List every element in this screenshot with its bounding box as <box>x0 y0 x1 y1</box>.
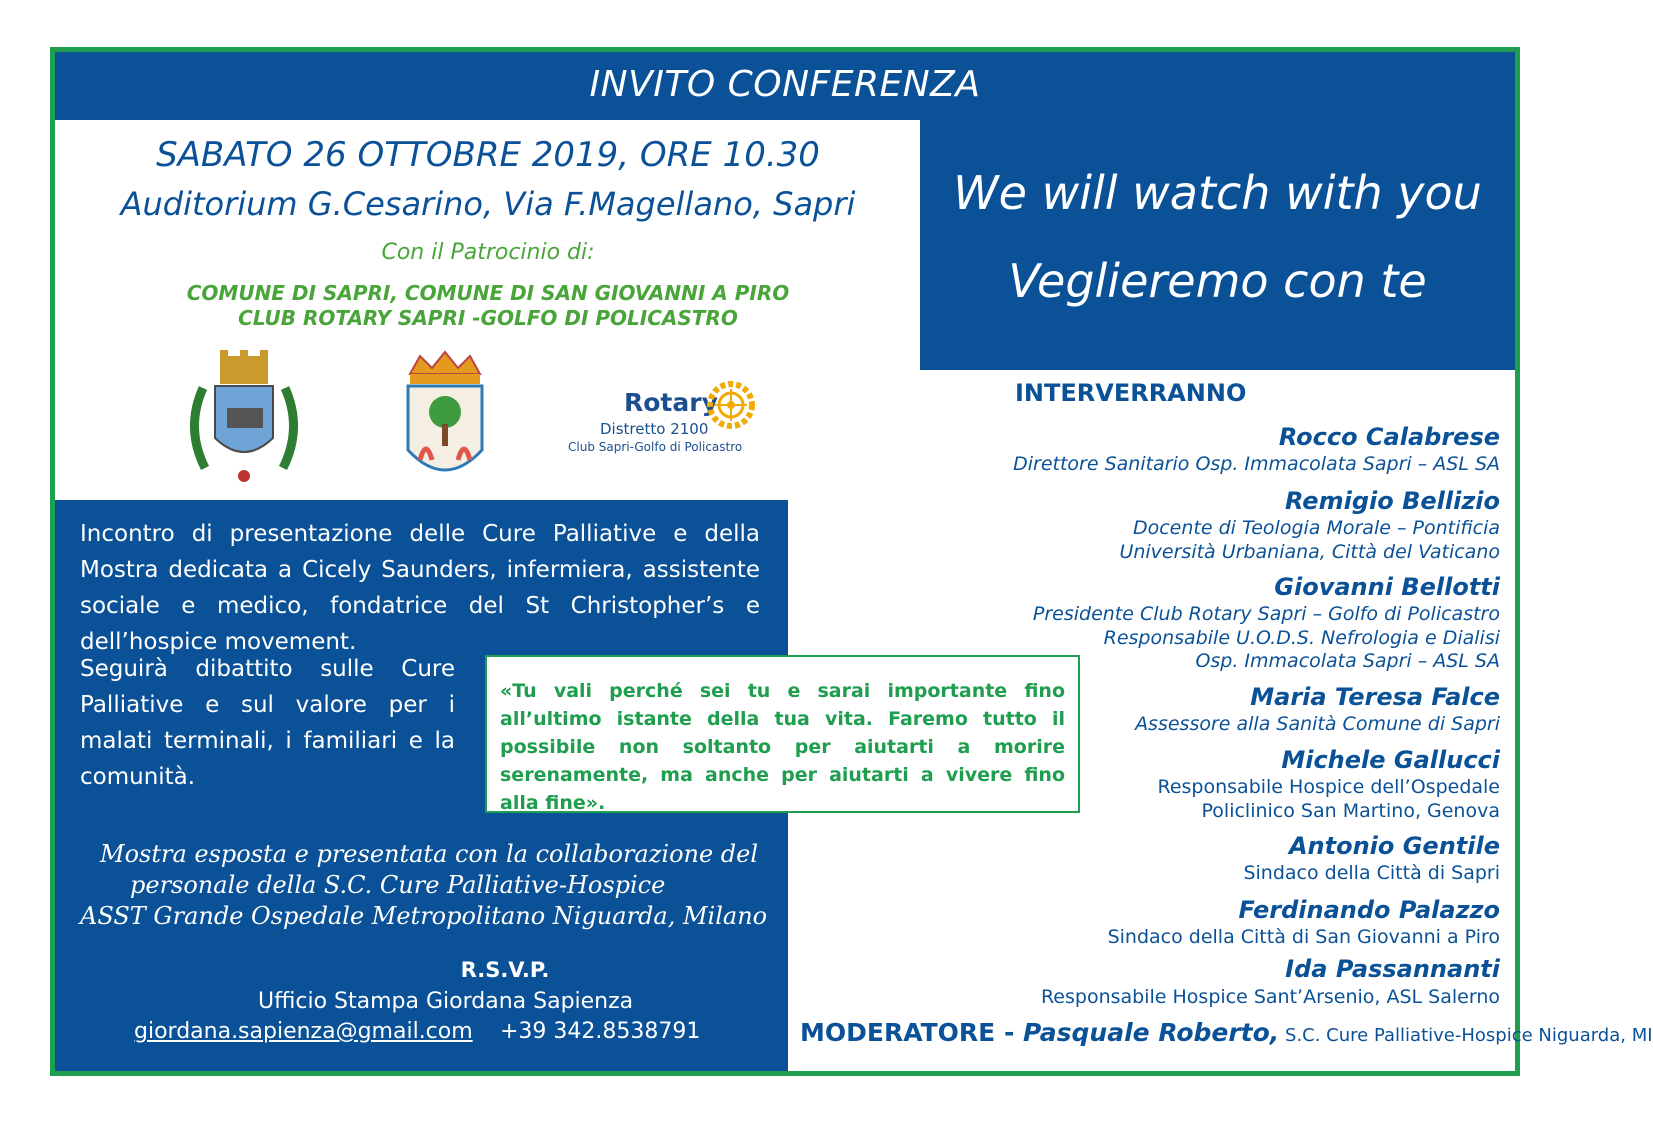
page-title: INVITO CONFERENZA <box>589 64 981 105</box>
rsvp-label: R.S.V.P. <box>460 958 550 982</box>
exhibition-line-2: personale della S.C. Cure Palliative-Hospice <box>130 871 666 899</box>
speaker-name: Giovanni Bellotti <box>1274 573 1500 601</box>
description-paragraph-2: Seguirà dibattito sulle Cure Palliative e sul valore per i malati terminali, i familiari e la comunità. <box>80 656 455 790</box>
patrons-line-1: COMUNE DI SAPRI, COMUNE DI SAN GIOVANNI A PIRO <box>186 281 790 305</box>
contact-email-link[interactable]: giordana.sapienza@gmail.com <box>134 1019 473 1044</box>
press-office: Ufficio Stampa Giordana Sapienza <box>258 989 634 1014</box>
moderator-role: S.C. Cure Palliative-Hospice Niguarda, MI <box>1279 1025 1653 1046</box>
moderator-name: Pasquale Roberto, <box>1023 1018 1280 1047</box>
speaker-role: Presidente Club Rotary Sapri – Golfo di Policastro <box>1032 603 1500 625</box>
moderator-line <box>800 1018 1653 1047</box>
sapri-crest-icon <box>185 348 303 488</box>
speaker-role: Responsabile Hospice dell’Ospedale <box>1157 776 1500 798</box>
description-paragraph-1: Incontro di presentazione delle Cure Palliative e della Mostra dedicata a Cicely Saunders, infermiera, assistente sociale e medico, fondatrice del St Christopher’s e dell’hospice movement. <box>80 521 760 655</box>
speaker-name: Remigio Bellizio <box>1285 487 1500 515</box>
slogan-panel <box>920 118 1515 370</box>
san-giovanni-crest-icon <box>402 350 488 486</box>
speakers-heading: INTERVERRANNO <box>1015 379 1247 407</box>
rotary-wheel-icon <box>706 380 756 430</box>
rotary-district: Distretto 2100 <box>600 420 709 438</box>
speaker-name: Maria Teresa Falce <box>1250 683 1500 711</box>
speaker-name: Ida Passannanti <box>1285 955 1500 983</box>
speaker-role: Responsabile U.O.D.S. Nefrologia e Dialisi <box>1103 627 1500 649</box>
patrons-line-2: CLUB ROTARY SAPRI -GOLFO DI POLICASTRO <box>238 306 738 330</box>
patronage-label: Con il Patrocinio di: <box>381 240 595 265</box>
speaker-name: Michele Gallucci <box>1281 746 1500 774</box>
speaker-role: Università Urbaniana, Città del Vaticano <box>1119 541 1500 563</box>
moderator-label: MODERATORE - <box>800 1018 1024 1047</box>
speaker-name: Rocco Calabrese <box>1278 423 1500 451</box>
speaker-role: Responsabile Hospice Sant’Arsenio, ASL Salerno <box>1040 986 1500 1008</box>
exhibition-line-3: ASST Grande Ospedale Metropolitano Niguarda, Milano <box>80 902 768 930</box>
speaker-role: Direttore Sanitario Osp. Immacolata Sapri – ASL SA <box>1013 453 1500 475</box>
rotary-name: Rotary <box>624 388 718 417</box>
event-date: SABATO 26 OTTOBRE 2019, ORE 10.30 <box>156 135 820 175</box>
speaker-role: Assessore alla Sanità Comune di Sapri <box>1135 713 1500 735</box>
slogan-italian: Veglieremo con te <box>1008 254 1427 308</box>
speaker-role: Docente di Teologia Morale – Pontificia <box>1132 517 1500 539</box>
speaker-role: Sindaco della Città di San Giovanni a Piro <box>1107 926 1500 948</box>
rotary-club: Club Sapri-Golfo di Policastro <box>568 440 743 454</box>
contact-phone: +39 342.8538791 <box>500 1019 701 1044</box>
speaker-role: Policlinico San Martino, Genova <box>1201 800 1500 822</box>
speaker-role: Sindaco della Città di Sapri <box>1243 862 1500 884</box>
slogan-english: We will watch with you <box>953 166 1482 220</box>
exhibition-line-1: Mostra esposta e presentata con la collaborazione del <box>100 840 759 868</box>
event-venue: Auditorium G.Cesarino, Via F.Magellano, Sapri <box>120 185 856 223</box>
speaker-role: Osp. Immacolata Sapri – ASL SA <box>1195 650 1500 672</box>
quote-text: «Tu vali perché sei tu e sarai importante fino all’ultimo istante della tua vita. Faremo tutto il possibile non soltanto per aiutarti a morire serenamente, ma anche per aiutarti a vivere fino alla fine». <box>500 680 1065 814</box>
speaker-name: Ferdinando Palazzo <box>1238 896 1500 924</box>
speaker-name: Antonio Gentile <box>1288 832 1500 860</box>
